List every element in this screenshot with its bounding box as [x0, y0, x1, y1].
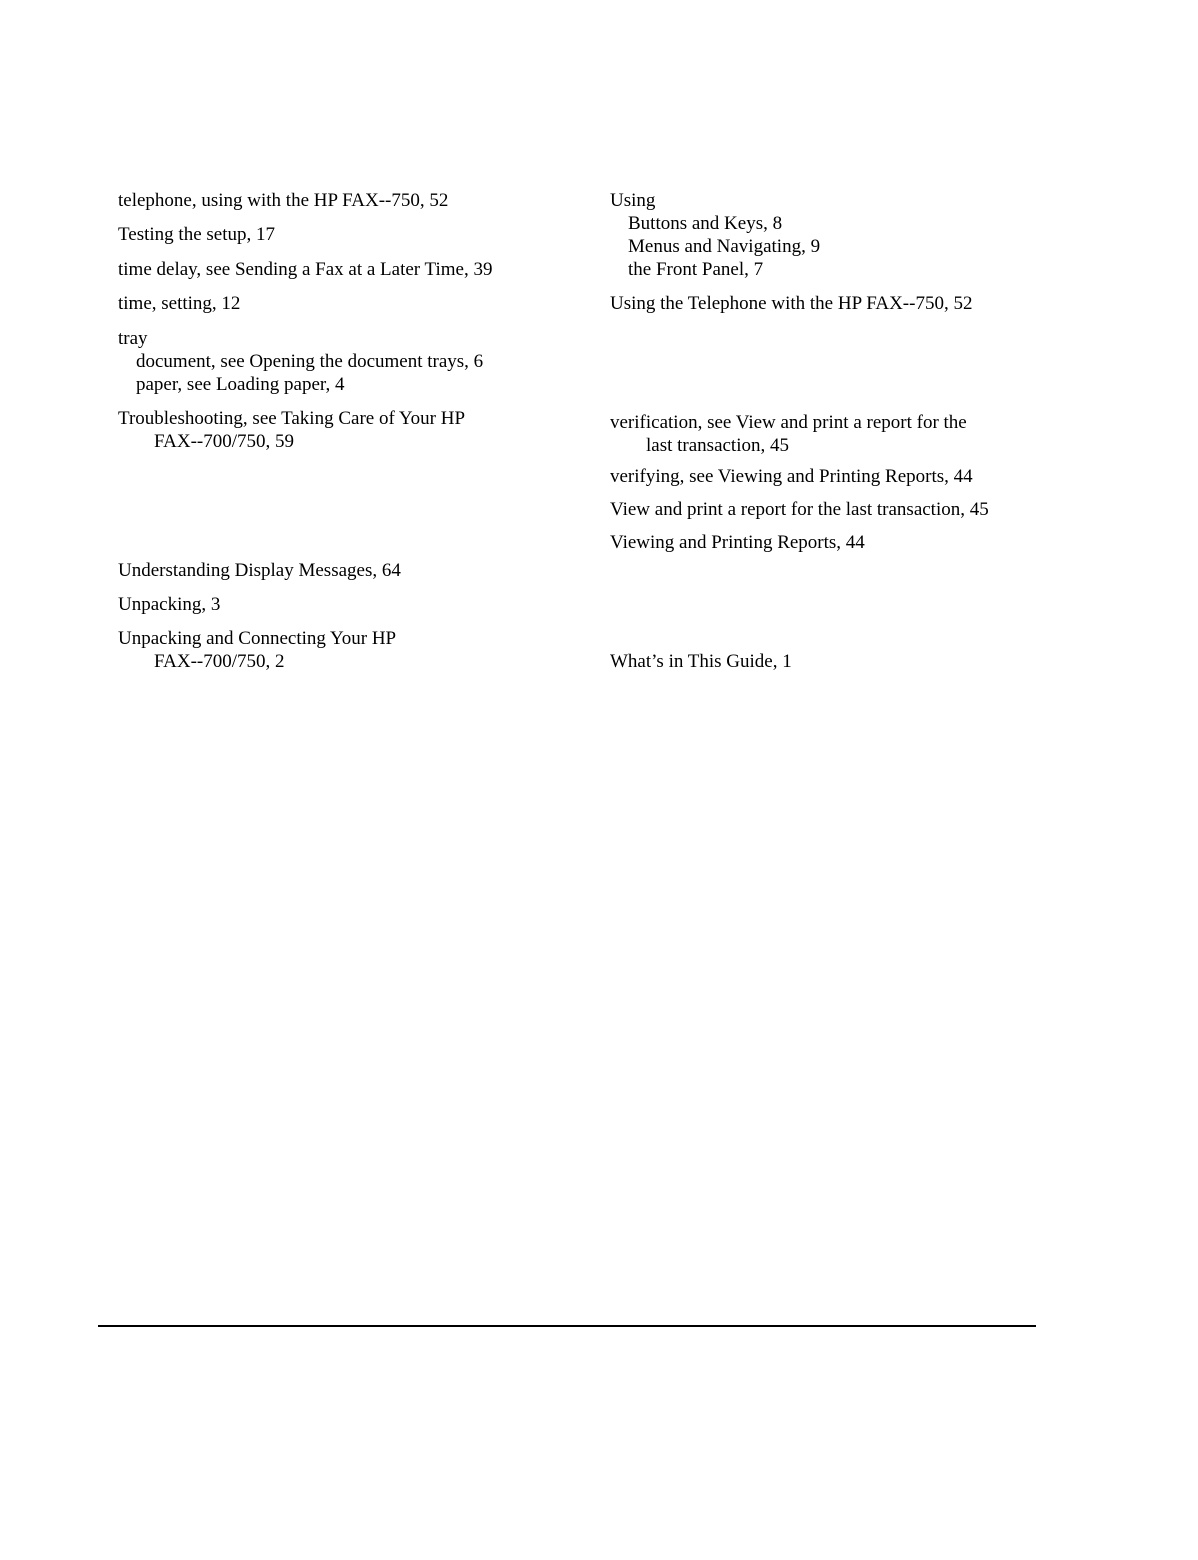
index-entry-time-delay	[118, 258, 492, 281]
entry-text: Testing the setup, 17	[118, 224, 275, 245]
entry-continuation: FAX--700/750, 2	[154, 651, 285, 672]
entry-text: Troubleshooting, see Taking Care of Your HP	[118, 408, 466, 429]
index-entry-view-print	[610, 498, 989, 521]
entry-text: Unpacking, 3	[118, 594, 221, 615]
entry-text: verifying, see Viewing and Printing Reports, 44	[610, 466, 973, 487]
entry-continuation: FAX--700/750, 59	[154, 431, 295, 452]
entry-text: telephone, using with the HP FAX--750, 52	[118, 190, 449, 211]
index-entry-testing	[118, 223, 275, 246]
index-entry-tray	[118, 327, 483, 396]
footer-rule	[98, 1325, 1036, 1327]
entry-text: time, setting, 12	[118, 293, 241, 314]
entry-text: Viewing and Printing Reports, 44	[610, 532, 865, 553]
entry-heading: tray	[118, 328, 148, 349]
entry-continuation: last transaction, 45	[646, 435, 789, 456]
index-entry-whats-in	[610, 650, 792, 673]
index-entry-troubleshooting	[118, 407, 465, 453]
index-entry-verification	[610, 411, 967, 457]
index-entry-time-setting	[118, 292, 240, 315]
entry-text: Understanding Display Messages, 64	[118, 560, 401, 581]
index-entry-viewing-printing	[610, 531, 865, 554]
index-entry-verifying	[610, 465, 973, 488]
entry-text: Unpacking and Connecting Your HP	[118, 628, 397, 649]
entry-heading: Using	[610, 190, 656, 211]
entry-subentry: the Front Panel, 7	[628, 259, 764, 280]
entry-text: What’s in This Guide, 1	[610, 651, 792, 672]
entry-text: verification, see View and print a report for the	[610, 412, 967, 433]
index-entry-understanding	[118, 559, 401, 582]
index-entry-using-telephone	[610, 292, 972, 315]
entry-subentry: Buttons and Keys, 8	[628, 213, 783, 234]
entry-subentry: paper, see Loading paper, 4	[136, 374, 345, 395]
index-entry-unpacking-connecting	[118, 627, 396, 673]
entry-subentry: document, see Opening the document trays, 6	[136, 351, 484, 372]
index-entry-using	[610, 189, 820, 281]
entry-subentry: Menus and Navigating, 9	[628, 236, 821, 257]
index-entry-unpacking	[118, 593, 220, 616]
entry-text: time delay, see Sending a Fax at a Later Time, 39	[118, 259, 493, 280]
index-entry-telephone	[118, 189, 448, 212]
entry-text: Using the Telephone with the HP FAX--750, 52	[610, 293, 973, 314]
entry-text: View and print a report for the last transaction, 45	[610, 499, 989, 520]
